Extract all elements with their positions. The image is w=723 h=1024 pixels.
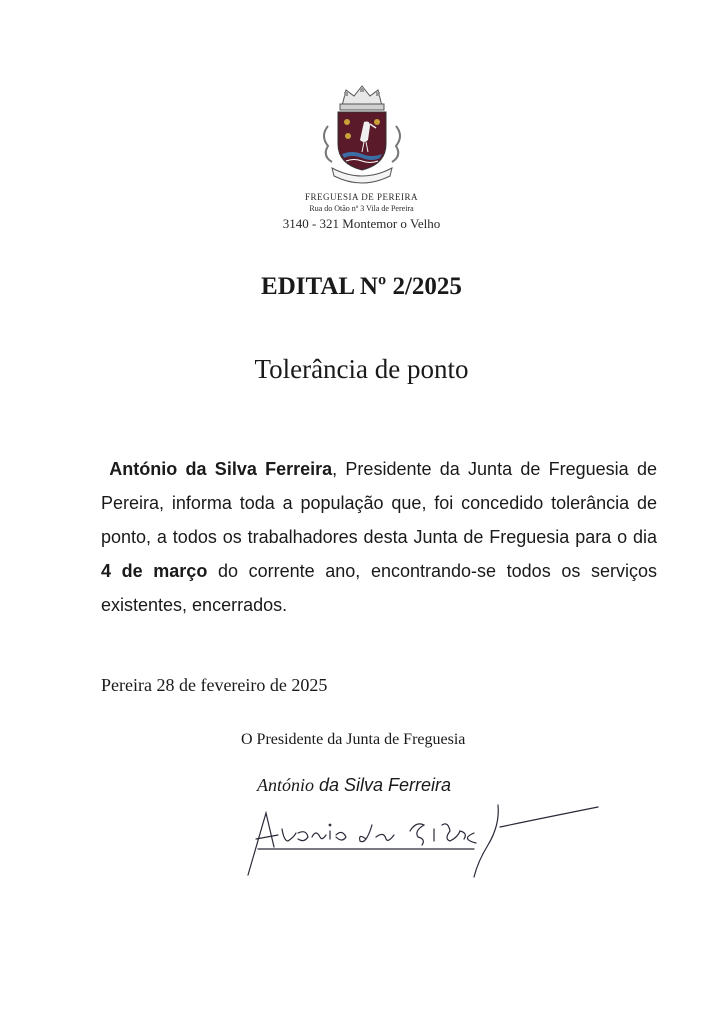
body-part2: do corrente ano, encontrando-se todos os serviços existentes, encerrados.	[101, 561, 657, 615]
body-paragraph	[101, 452, 657, 622]
place-date: Pereira 28 de fevereiro de 2025	[101, 675, 328, 695]
letterhead-org: FREGUESIA DE PEREIRA	[304, 192, 418, 202]
letterhead-city: 3140 - 321 Montemor o Velho	[282, 216, 441, 231]
signer-rest: da Silva Ferreira	[314, 775, 452, 795]
document-subject: Tolerância de ponto	[254, 354, 469, 384]
handwritten-signature	[238, 785, 608, 880]
signer-role: O Presidente da Junta de Freguesia	[241, 731, 466, 748]
body-date: 4 de março	[101, 561, 208, 581]
letterhead-street: Rua do Otão nº 3 Vila de Pereira	[309, 204, 414, 213]
document-title: EDITAL Nº 2/2025	[261, 273, 462, 300]
body-part1: , Presidente da Junta de Freguesia de Pereira, informa toda a população que, foi concedido tolerância de ponto, a todos os trabalhadores desta Junta de Freguesia para o dia	[101, 459, 657, 547]
signer-first: António	[257, 775, 314, 795]
coat-of-arms-icon	[318, 78, 406, 188]
body-name: António da Silva Ferreira	[109, 459, 333, 479]
